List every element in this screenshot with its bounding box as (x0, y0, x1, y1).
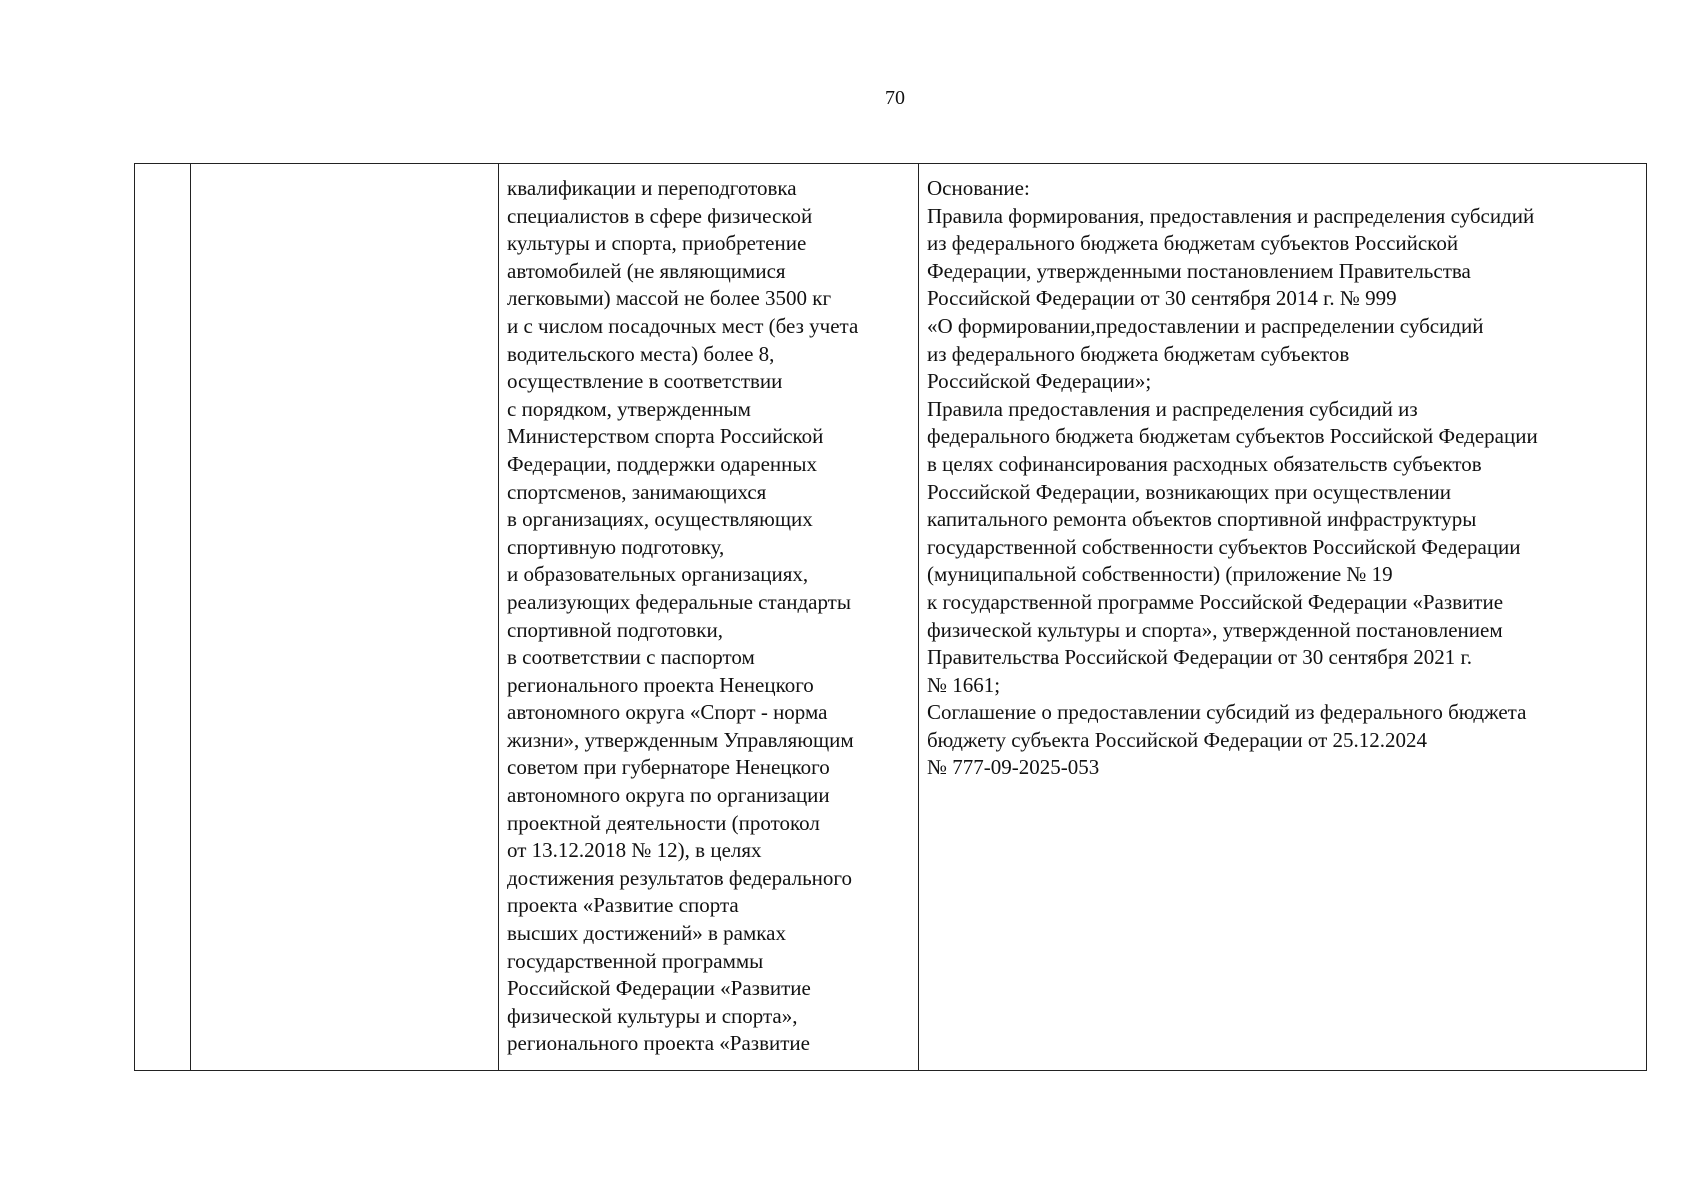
text-line: регионального проекта «Развитие (507, 1031, 810, 1056)
text-line: № 777-09-2025-053 (927, 755, 1100, 780)
text-line: капитального ремонта объектов спортивной инфраструктуры (927, 507, 1477, 532)
text-line: квалификации и переподготовка (507, 176, 797, 200)
text-line: Соглашение о предоставлении субсидий из федерального бюджета (927, 700, 1527, 725)
text-line: Правила предоставления и распределения субсидий из (927, 396, 1418, 421)
text-line: к государственной программе Российской Федерации «Развитие (927, 589, 1504, 614)
text-line: достижения результатов федерального (507, 865, 852, 890)
text-line: «О формировании,предоставлении и распределении субсидий (927, 313, 1484, 338)
text-line: физической культуры и спорта», утвержденной постановлением (927, 617, 1503, 642)
cell-name-text (191, 164, 498, 175)
cell-number-text (135, 164, 190, 175)
text-line: (муниципальной собственности) (приложение № 19 (927, 562, 1393, 587)
text-line: специалистов в сфере физической (507, 203, 813, 228)
page-number: 70 (885, 87, 905, 109)
text-line: и с числом посадочных мест (без учета (507, 313, 859, 338)
text-line: автономного округа по организации (507, 783, 830, 808)
text-line: реализующих федеральные стандарты (507, 589, 851, 614)
text-line: высших достижений» в рамках (507, 921, 786, 946)
text-line: в соответствии с паспортом (507, 645, 755, 670)
text-line: Правительства Российской Федерации от 30 сентября 2021 г. (927, 645, 1473, 670)
table-cell-number (135, 164, 191, 1071)
text-line: из федерального бюджета бюджетам субъектов Российской (927, 231, 1459, 256)
text-line: регионального проекта Ненецкого (507, 672, 814, 697)
text-line: проектной деятельности (протокол (507, 810, 820, 835)
text-line: проекта «Развитие спорта (507, 893, 739, 918)
text-line: № 1661; (927, 672, 1001, 697)
text-line: жизни», утвержденным Управляющим (507, 727, 854, 752)
text-line: Российской Федерации от 30 сентября 2014 г. № 999 (927, 286, 1397, 311)
text-line: Российской Федерации «Развитие (507, 976, 811, 1001)
text-line: и образовательных организациях, (507, 562, 809, 587)
text-line: в организациях, осуществляющих (507, 507, 813, 532)
text-line: государственной собственности субъектов Российской Федерации (927, 534, 1521, 559)
cell-description-text (499, 164, 918, 1058)
text-line: с порядком, утвержденным (507, 396, 751, 421)
text-line: государственной программы (507, 948, 764, 973)
text-line: осуществление в соответствии (507, 369, 783, 394)
text-line: Федерации, утвержденными постановлением Правительства (927, 258, 1471, 283)
table-cell-description (499, 164, 919, 1071)
text-line: спортивную подготовку, (507, 534, 725, 559)
text-line: Российской Федерации»; (927, 369, 1152, 394)
text-line: Российской Федерации, возникающих при осуществлении (927, 479, 1451, 504)
text-line: Федерации, поддержки одаренных (507, 451, 818, 476)
text-line: советом при губернаторе Ненецкого (507, 755, 830, 780)
text-line: Правила формирования, предоставления и распределения субсидий (927, 203, 1535, 228)
table-row (135, 164, 1647, 1071)
text-line: автомобилей (не являющимися (507, 258, 786, 283)
text-line: водительского места) более 8, (507, 341, 775, 366)
text-line: Министерством спорта Российской (507, 424, 824, 449)
text-line: легковыми) массой не более 3500 кг (507, 286, 832, 311)
document-table (134, 163, 1647, 1071)
text-line: федерального бюджета бюджетам субъектов Российской Федерации (927, 424, 1538, 449)
text-line: спортивной подготовки, (507, 617, 723, 642)
text-line: автономного округа «Спорт - норма (507, 700, 828, 725)
text-line: культуры и спорта, приобретение (507, 231, 807, 256)
text-line: Основание: (927, 176, 1030, 200)
text-line: из федерального бюджета бюджетам субъектов (927, 341, 1350, 366)
text-line: в целях софинансирования расходных обязательств субъектов (927, 451, 1482, 476)
text-line: бюджету субъекта Российской Федерации от 25.12.2024 (927, 727, 1428, 752)
text-line: спортсменов, занимающихся (507, 479, 767, 504)
cell-basis-text (919, 164, 1646, 782)
table-cell-name (191, 164, 499, 1071)
text-line: физической культуры и спорта», (507, 1003, 798, 1028)
table-cell-basis (919, 164, 1647, 1071)
text-line: от 13.12.2018 № 12), в целях (507, 838, 762, 863)
